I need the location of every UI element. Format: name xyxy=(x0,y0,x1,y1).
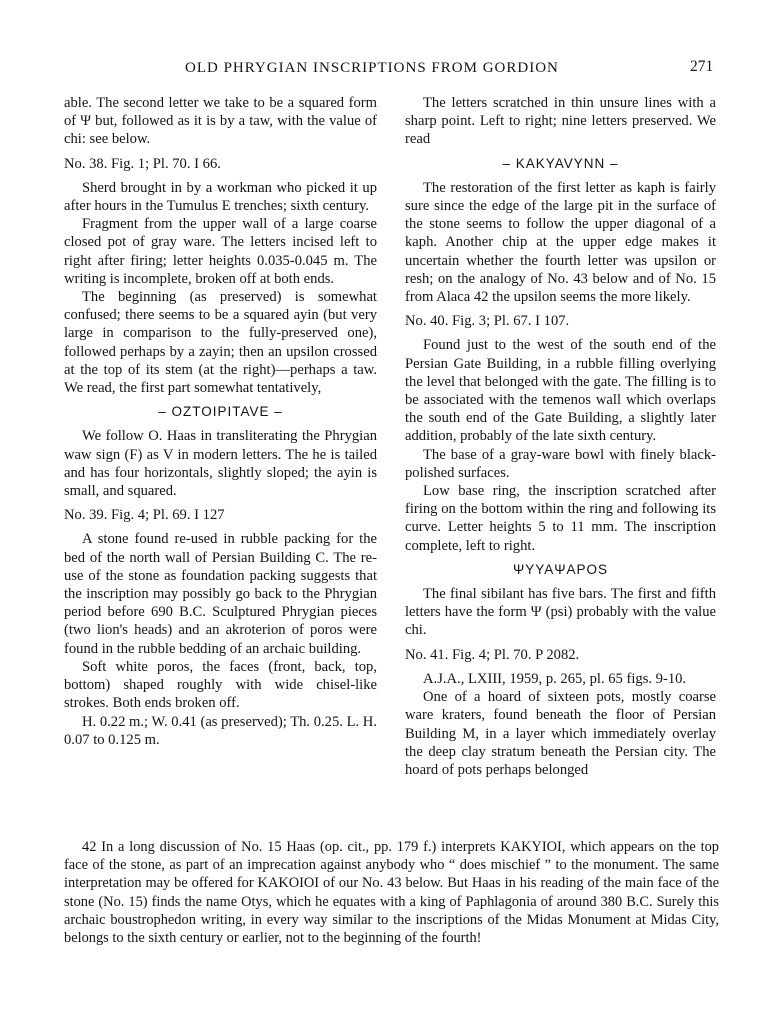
page-number: 271 xyxy=(690,58,714,75)
paragraph: The restoration of the first letter as kaph is fairly sure since the edge of the large pit in the surface of the stone seems to follow the upper diagonal of a kaph. Another chip at the upper edge makes it uncertain whether the fourth letter was upsilon or resh; on the analogy of No. 43 below and of No. 15 from Alaca 42 the upsilon seems the more likely. xyxy=(405,179,716,306)
inscription-reading: – KAKYAVYNN – xyxy=(502,155,619,171)
continued-paragraph: able. The second letter we take to be a squared form of Ψ but, followed as it is by a taw, with the value of chi: see below. xyxy=(64,95,377,148)
paragraph: Low base ring, the inscription scratched after firing on the bottom within the ring and following its curve. Letter heights 5 to 11 mm. The inscription complete, left to right. xyxy=(405,483,716,554)
inscription-reading: – OZTOIPITAVE – xyxy=(158,404,283,420)
paragraph: Found just to the west of the south end of the Persian Gate Building, in a rubble filling overlying the level that belonged with the gate. The filling is to be associated with the temenos wall which overlaps the south end of the Gate Building, a slightly later addition, probably of the late sixth century. xyxy=(405,337,716,445)
paragraph: One of a hoard of sixteen pots, mostly coarse ware kraters, found beneath the floor of Persian Building M, in a layer which immediately overlay the deep clay stratum beneath the Persian city. The hoard of pots perhaps belonged xyxy=(405,689,716,778)
paragraph: The final sibilant has five bars. The first and fifth letters have the form Ψ (psi) probably with the value chi. xyxy=(405,586,716,639)
paragraph: We follow O. Haas in transliterating the Phrygian waw sign (F) as V in modern letters. The he is tailed and has four horizontals, slightly sloped; the ayin is small, and squared. xyxy=(64,428,377,500)
entry-heading-no38: No. 38. Fig. 1; Pl. 70. I 66. xyxy=(64,155,221,172)
paragraph: A stone found re-used in rubble packing for the bed of the north wall of Persian Building C. The re-use of the stone as foundation packing suggests that the inscription may possibly go back to the Phrygian period before 690 B.C. Sculptured Phrygian pieces (two lion's heads) and an akroterion of poros were found in the rubble bedding of an archaic building. xyxy=(64,531,377,657)
left-column xyxy=(64,94,377,749)
paragraph: Fragment from the upper wall of a large coarse closed pot of gray ware. The letters incised left to right after firing; letter heights 0.035-0.045 m. The writing is incomplete, broken off at both ends. xyxy=(64,216,377,287)
paragraph: The letters scratched in thin unsure lines with a sharp point. Left to right; nine letters preserved. We read xyxy=(405,95,716,148)
running-title: OLD PHRYGIAN INSCRIPTIONS FROM GORDION xyxy=(185,60,559,76)
entry-heading-no39: No. 39. Fig. 4; Pl. 69. I 127 xyxy=(64,507,225,524)
paragraph: Sherd brought in by a workman who picked it up after hours in the Tumulus E trenches; sixth century. xyxy=(64,179,377,215)
inscription-reading: ΨΥΥΑΨΑΡΟS xyxy=(512,561,609,577)
entry-heading-no40: No. 40. Fig. 3; Pl. 67. I 107. xyxy=(405,313,570,330)
footnote xyxy=(64,838,719,947)
paragraph: Soft white poros, the faces (front, back, top, bottom) shaped roughly with wide chisel-like strokes. Both ends broken off. xyxy=(64,658,377,712)
footnote-42: 42 In a long discussion of No. 15 Haas (op. cit., pp. 179 f.) interprets KAKYIOI, which appears on the top face of the stone, as part of an imprecation against anybody who “ does mischief ” to the monument. The same interpretation may be offered for KAKOIOI of our No. 43 below. But Haas in his reading of the main face of the stone (No. 15) finds the name Otys, which he equates with a king of Paphlagonia of around 380 B.C. Surely this archaic boustrophedon writing, in every way similar to the inscriptions of the Midas Monument at Midas City, belongs to the sixth century or earlier, not to the beginning of the fourth! xyxy=(64,839,719,947)
paragraph: The base of a gray-ware bowl with finely black-polished surfaces. xyxy=(405,446,716,481)
paragraph: The beginning (as preserved) is somewhat confused; there seems to be a squared ayin (but very large in comparison to the fully-preserved one), followed perhaps by a zayin; then an upsilon crossed at the top of its stem (at the right)—perhaps a taw. We read, the first part somewhat tentatively, xyxy=(64,289,377,397)
paragraph: H. 0.22 m.; W. 0.41 (as preserved); Th. 0.25. L. H. 0.07 to 0.125 m. xyxy=(64,713,377,748)
entry-heading-no41: No. 41. Fig. 4; Pl. 70. P 2082. xyxy=(405,646,580,663)
right-column xyxy=(405,94,716,779)
citation: A.J.A., LXIII, 1959, p. 265, pl. 65 figs. 9-10. xyxy=(423,670,687,687)
